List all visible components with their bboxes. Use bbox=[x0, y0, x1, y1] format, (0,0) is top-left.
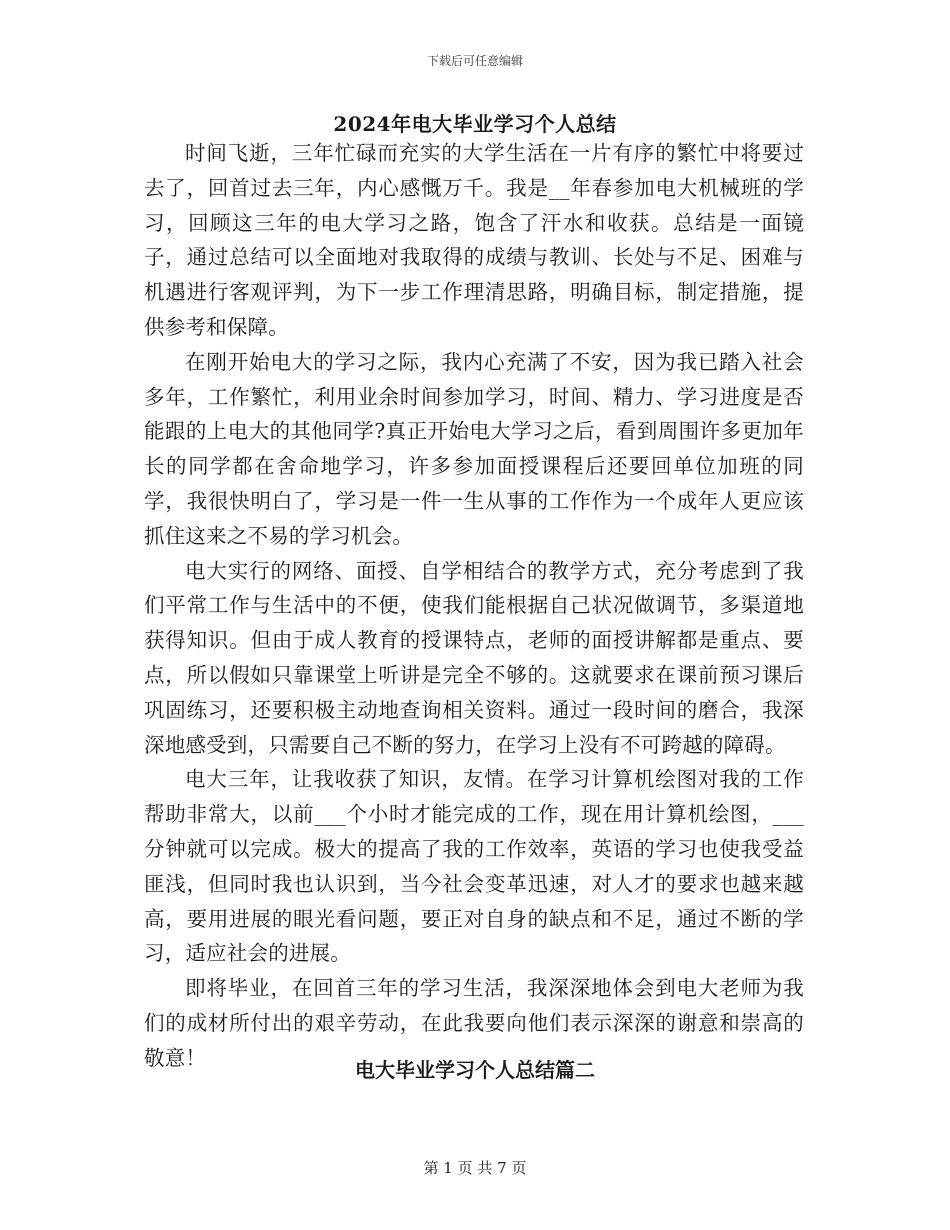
paragraph-4: 电大三年，让我收获了知识，友情。在学习计算机绘图对我的工作帮助非常大，以前___个小时才能完成的工作，现在用计算机绘图，___分钟就可以完成。极大的提高了我的工作效率，英语的学习也使我受益匪浅，但同时我也认识到，当今社会变革迅速，对人才的要求也越来越高，要用进展的眼光看问题，要正对自身的缺点和不足，通过不断的学习，适应社会的进展。 bbox=[144, 767, 804, 966]
document-title: 2024年电大毕业学习个人总结 bbox=[333, 112, 617, 136]
page-footer: 第 1 页 共 7 页 bbox=[423, 1159, 527, 1177]
section-title: 电大毕业学习个人总结篇二 bbox=[355, 1058, 595, 1082]
paragraph-3: 电大实行的网络、面授、自学相结合的教学方式，充分考虑到了我们平常工作与生活中的不便，使我们能根据自己状况做调节，多渠道地获得知识。但由于成人教育的授课特点，老师的面授讲解都是重点、要点，所以假如只靠课堂上听讲是完全不够的。这就要求在课前预习课后巩固练习，还要积极主动地查询相关资料。通过一段时间的磨合，我深深地感受到，只需要自己不断的努力，在学习上没有不可跨越的障碍。 bbox=[144, 558, 804, 757]
header-note: 下载后可任意编辑 bbox=[426, 54, 523, 68]
document-body bbox=[144, 136, 804, 1076]
paragraph-5: 即将毕业，在回首三年的学习生活，我深深地体会到电大老师为我们的成材所付出的艰辛劳动，在此我要向他们表示深深的谢意和崇高的敬意！ bbox=[144, 976, 804, 1070]
paragraph-2: 在刚开始电大的学习之际，我内心充满了不安，因为我已踏入社会多年，工作繁忙，利用业余时间参加学习，时间、精力、学习进度是否能跟的上电大的其他同学?真正开始电大学习之后，看到周围许多更加年长的同学都在舍命地学习，许多参加面授课程后还要回单位加班的同学，我很快明白了，学习是一件一生从事的工作作为一个成年人更应该抓住这来之不易的学习机会。 bbox=[144, 349, 804, 548]
paragraph-1: 时间飞逝，三年忙碌而充实的大学生活在一片有序的繁忙中将要过去了，回首过去三年，内心感慨万千。我是__年春参加电大机械班的学习，回顾这三年的电大学习之路，饱含了汗水和收获。总结是一面镜子，通过总结可以全面地对我取得的成绩与教训、长处与不足、困难与机遇进行客观评判，为下一步工作理清思路，明确目标，制定措施，提供参考和保障。 bbox=[144, 141, 804, 339]
